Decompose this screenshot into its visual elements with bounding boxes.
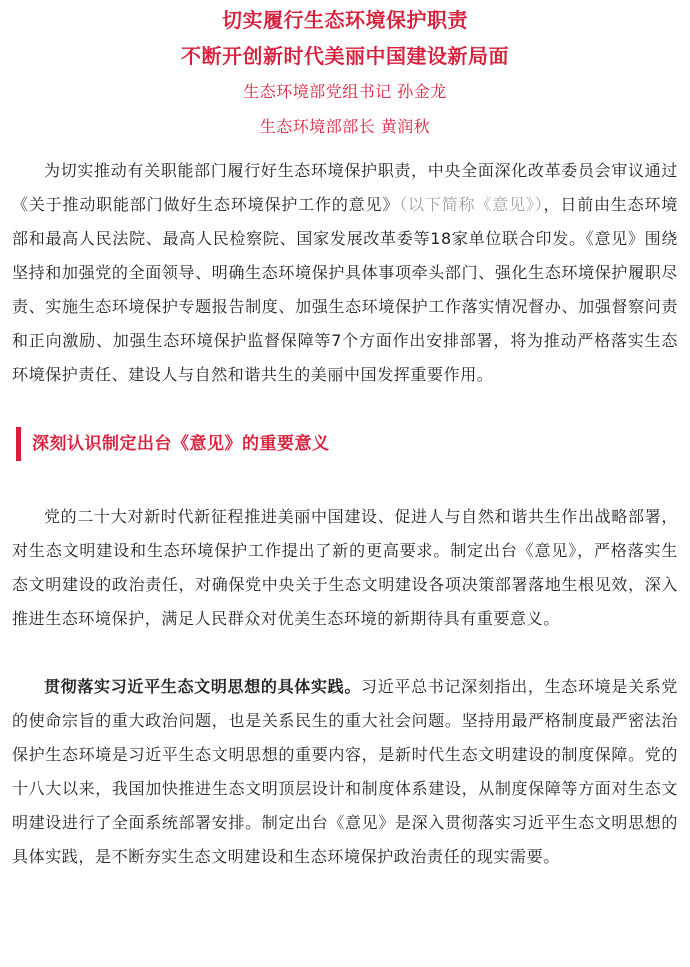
author-byline-1: 生态环境部党组书记 孙金龙 xyxy=(243,82,447,101)
intro-paragraph xyxy=(12,154,678,392)
paragraph-lead-sentence: 贯彻落实习近平生态文明思想的具体实践。 xyxy=(44,677,362,696)
section-paragraph-1: 党的二十大对新时代新征程推进美丽中国建设、促进人与自然和谐共生作出战略部署，对生态文明建设和生态环境保护工作提出了新的更高要求。制定出台《意见》，严格落实生态文明建设的政治责任，对确保党中央关于生态文明建设各项决策部署落地生根见效，深入推进生态环境保护，满足人民群众对优美生态环境的新期待具有重要意义。 xyxy=(12,507,678,628)
article-title-line-2: 不断开创新时代美丽中国建设新局面 xyxy=(181,44,509,68)
section-paragraph-2 xyxy=(12,670,678,874)
intro-text-a: 为切实推动有关职能部门履行好生态环境保护职责，中央全面深化改革委员会审议通过《关于推动职能部门做好生态环境保护工作的意见》 xyxy=(12,161,678,214)
section-heading-text: 深刻认识制定出台《意见》的重要意义 xyxy=(32,434,330,454)
article-header xyxy=(12,0,678,144)
article-title-line-1: 切实履行生态环境保护职责 xyxy=(222,8,468,32)
section-heading-accent-bar xyxy=(16,427,21,461)
paragraph-2-text: 习近平总书记深刻指出，生态环境是关系党的使命宗旨的重大政治问题，也是关系民生的重大社会问题。坚持用最严格制度最严密法治保护生态环境是习近平生态文明思想的重要内容，是新时代生态文明建设的制度保障。党的十八大以来，我国加快推进生态文明顶层设计和制度体系建设，从制度保障等方面对生态文明建设进行了全面系统部署安排。制定出台《意见》是深入贯彻落实习近平生态文明思想的具体实践，是不断夯实生态文明建设和生态环境保护政治责任的现实需要。 xyxy=(12,677,678,866)
intro-text-c: ，日前由生态环境部和最高人民法院、最高人民检察院、国家发展改革委等18家单位联合印发。《意见》围绕坚持和加强党的全面领导、明确生态环境保护具体事项牵头部门、强化生态环境保护履职尽责、实施生态环境保护专题报告制度、加强生态环境保护工作落实情况督办、加强督察问责和正向激励、加强生态环境保护监督保障等7个方面作出安排部署，将为推动严格落实生态环境保护责任、建设人与自然和谐共生的美丽中国发挥重要作用。 xyxy=(12,195,678,384)
intro-abbreviation-note: （以下简称《意见》） xyxy=(399,195,544,214)
section-heading xyxy=(12,429,678,459)
author-byline-2: 生态环境部部长 黄润秋 xyxy=(259,117,431,136)
